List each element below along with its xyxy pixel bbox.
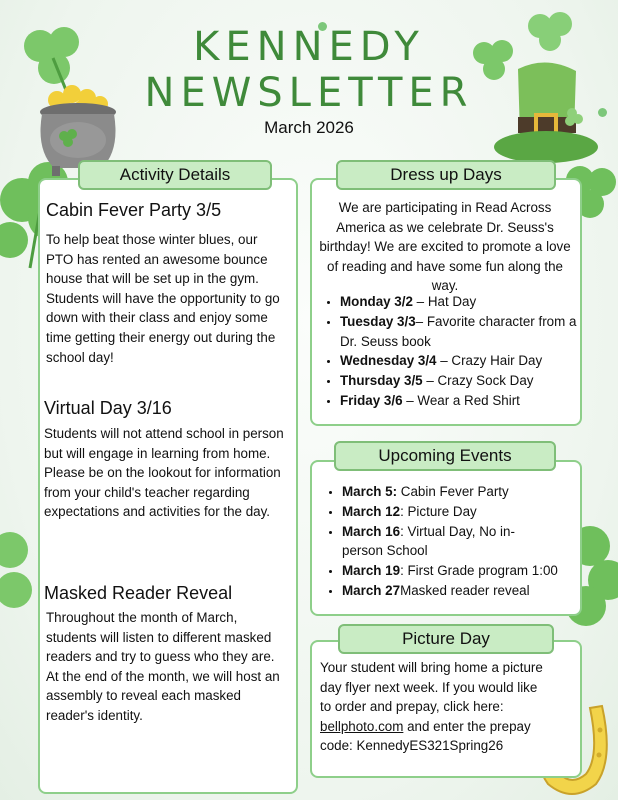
- list-item: • March 12: Picture Day: [342, 502, 578, 522]
- cabin-fever-body: To help beat those winter blues, our PTO has rented an awesome bounce house that will be set up in the gym. Students will have the opportunity to go down with their class and enjoy some time getting their energy out during the school day!: [46, 232, 280, 365]
- list-item: • Wednesday 3/4 – Crazy Hair Day: [340, 351, 590, 371]
- list-item: • March 27Masked reader reveal: [342, 581, 578, 601]
- list-item: • Tuesday 3/3– Favorite character from a Dr. Seuss book: [340, 312, 590, 352]
- list-item: • March 19: First Grade program 1:00: [342, 561, 578, 581]
- dressup-tab: Dress up Days: [336, 160, 556, 190]
- newsletter-title-line2: NEWSLETTER: [144, 70, 474, 116]
- dressup-intro: We are participating in Read Across America as we celebrate Dr. Seuss's birthday! We are excited to promote a love of reading and have some fun along the way.: [319, 200, 571, 294]
- masked-reader-body: Throughout the month of March, students will listen to different masked readers and try to guess who they are. At the end of the month, we will host an assembly to reveal each masked reader's identity.: [46, 610, 280, 723]
- list-item: • Thursday 3/5 – Crazy Sock Day: [340, 371, 590, 391]
- list-item: • Monday 3/2 – Hat Day: [340, 292, 590, 312]
- events-list: [324, 482, 578, 601]
- activity-tab: Activity Details: [78, 160, 272, 190]
- dressup-list: [322, 292, 590, 411]
- bellphoto-link[interactable]: bellphoto.com: [320, 718, 404, 734]
- events-tab: Upcoming Events: [334, 441, 556, 471]
- picture-tab: Picture Day: [338, 624, 554, 654]
- newsletter-date: March 2026: [264, 118, 354, 137]
- masked-reader-heading: Masked Reader Reveal: [44, 583, 233, 603]
- picture-text: Your student will bring home a picture day flyer next week. If you would like to order and prepay, click here: bellphoto.com and enter the prepay code: KennedyES321Spring26: [320, 660, 543, 754]
- newsletter-title-line1: KENNEDY: [193, 24, 425, 70]
- clover-icon: [0, 520, 40, 620]
- virtual-day-body: Students will not attend school in person but will engage in learning from home. Please be on the lookout for information from your child's teacher regarding expectations and activities for the day.: [44, 426, 284, 520]
- cabin-fever-heading: Cabin Fever Party 3/5: [46, 200, 222, 220]
- list-item: • Friday 3/6 – Wear a Red Shirt: [340, 391, 590, 411]
- list-item: • March 16: Virtual Day, No in-person School: [342, 522, 532, 562]
- list-item: • March 5: Cabin Fever Party: [342, 482, 578, 502]
- virtual-day-heading: Virtual Day 3/16: [44, 398, 172, 418]
